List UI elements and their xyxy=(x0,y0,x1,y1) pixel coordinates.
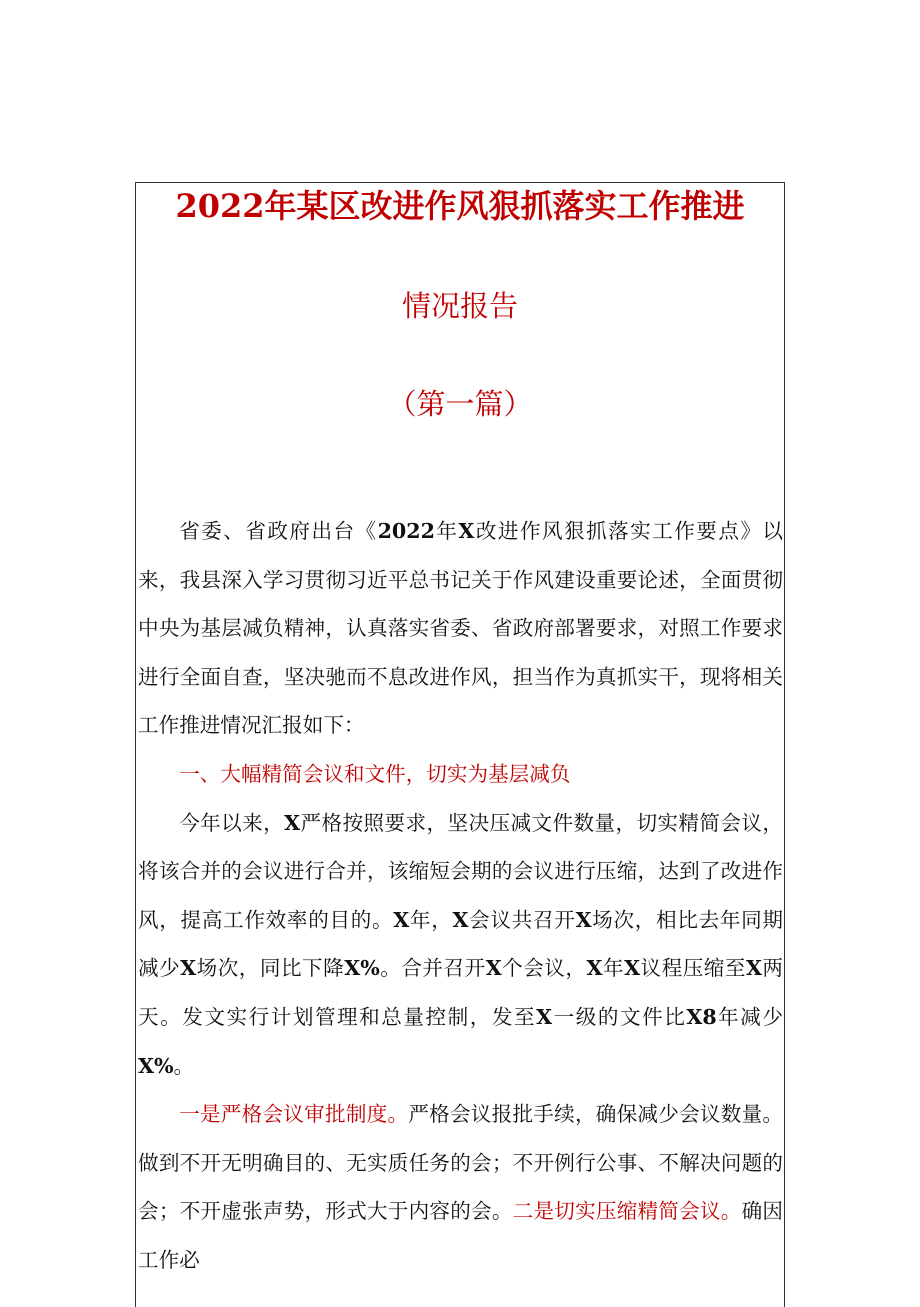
text-span: 年 xyxy=(434,519,459,543)
text-span: X xyxy=(458,519,475,543)
text-span: 一级的文件比 xyxy=(552,1004,687,1029)
text-span: X% xyxy=(138,1053,174,1078)
text-span: 场次，相比去年同期减少 xyxy=(138,907,784,981)
text-span: 。合并召开 xyxy=(379,956,486,981)
text-span: 省委、省政府出台《 xyxy=(179,519,378,543)
text-span: 议程压缩至 xyxy=(640,956,746,981)
text-span: 年， xyxy=(409,907,453,932)
text-span: 严格按照要求，坚决压减文件数量，切实精简会议，将该合并的会议进行合并，该缩短会期的会议进行压缩，达到了改进作风，提高工作效率的目的。 xyxy=(138,810,783,932)
document-title-line-1: 2022年某区改进作风狠抓落实工作推进 xyxy=(175,187,745,225)
text-span: X xyxy=(745,956,762,981)
text-span: 。 xyxy=(173,1053,195,1078)
document-subtitle: （第一篇） xyxy=(387,387,533,421)
text-span: X xyxy=(586,956,603,981)
text-span: 场次，同比下降 xyxy=(196,956,345,981)
text-span: X xyxy=(180,956,197,981)
text-span: X xyxy=(393,907,410,932)
text-span: 二是切实压缩精简会议。 xyxy=(512,1199,742,1224)
section-heading-1: 一、大幅精简会议和文件，切实为基层减负 xyxy=(179,761,571,786)
text-span: 确因工作必 xyxy=(138,1199,784,1272)
text-span: 今年以来， xyxy=(179,810,285,835)
text-span: X xyxy=(452,907,469,932)
document-title-line-2: 情况报告 xyxy=(401,289,518,323)
text-span: 两天。发文实行计划管理和总量控制，发至 xyxy=(138,956,784,1029)
text-span: 改进作风狠抓落实工作要点》以来，我县深入学习贯彻习近平总书记关于作风建设重要论述，全面贯彻中央为基层减负精神，认真落实省委、省政府部署要求，对照工作要求进行全面自查，坚决驰而不息改进作风，担当作为真抓实干，现将相关工作推进情况汇报如下： xyxy=(138,519,784,738)
intro-paragraph xyxy=(138,507,783,750)
text-span: 年 xyxy=(602,956,625,981)
text-span: 一是严格会议审批制度。 xyxy=(179,1102,409,1127)
text-span: 会议共召开 xyxy=(468,907,576,932)
text-span: X xyxy=(575,907,592,932)
text-span: 严格会议报批手续，确保减少会议数量。做到不开无明确目的、无实质任务的会；不开例行公事、不解决问题的会；不开虚张声势，形式大于内容的会。 xyxy=(138,1102,784,1224)
text-span: 2022 xyxy=(377,519,435,543)
paragraph-meetings xyxy=(138,799,783,1091)
paragraph-approval xyxy=(138,1090,783,1284)
text-span: X xyxy=(284,810,301,835)
text-span: X xyxy=(624,956,641,981)
text-span: X8 xyxy=(686,1004,717,1029)
document-body xyxy=(138,507,783,1285)
text-span: X xyxy=(536,1004,553,1029)
text-span: X xyxy=(485,956,502,981)
text-span: 年减少 xyxy=(716,1004,784,1029)
text-span: X% xyxy=(344,956,380,981)
text-span: 个会议， xyxy=(501,956,587,981)
